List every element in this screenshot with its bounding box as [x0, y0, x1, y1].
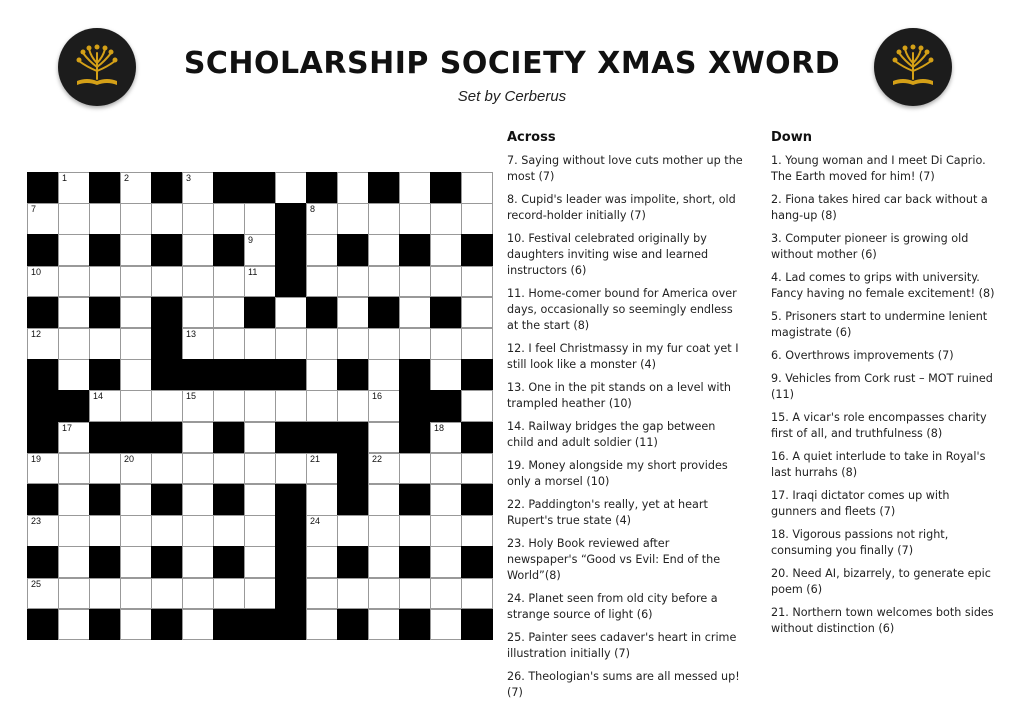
- grid-cell[interactable]: [120, 266, 152, 298]
- grid-cell[interactable]: [368, 515, 400, 547]
- grid-cell[interactable]: [182, 578, 214, 610]
- across-clue: 25. Painter sees cadaver's heart in crime illustration initially (7): [507, 631, 737, 660]
- grid-cell[interactable]: [58, 422, 90, 454]
- grid-block: [399, 422, 431, 454]
- down-clue: 4. Lad comes to grips with university. Fancy having no female excitement! (8): [771, 271, 995, 300]
- grid-cell[interactable]: [399, 328, 431, 360]
- grid-cell[interactable]: [337, 515, 369, 547]
- grid-cell[interactable]: [89, 390, 121, 422]
- clue-number: 1: [62, 173, 68, 183]
- grid-cell[interactable]: [275, 297, 307, 329]
- grid-block: [244, 297, 276, 329]
- grid-block: [399, 609, 431, 641]
- grid-cell[interactable]: [213, 578, 245, 610]
- clue-number: 17: [62, 422, 73, 433]
- grid-cell[interactable]: [430, 515, 462, 547]
- across-heading: Across: [507, 130, 556, 145]
- grid-block: [151, 484, 183, 516]
- grid-block: [89, 172, 121, 204]
- grid-cell[interactable]: [58, 484, 90, 516]
- grid-cell[interactable]: [120, 609, 152, 641]
- grid-cell[interactable]: [58, 609, 90, 641]
- grid-cell[interactable]: [337, 172, 369, 204]
- clue-number: 21: [310, 453, 321, 464]
- across-clue: 24. Planet seen from old city before a strange source of light (6): [507, 592, 718, 621]
- grid-cell[interactable]: [275, 453, 307, 485]
- grid-block: [244, 609, 276, 641]
- grid-block: [430, 297, 462, 329]
- grid-cell[interactable]: [58, 515, 90, 547]
- grid-cell[interactable]: [27, 203, 59, 235]
- grid-cell[interactable]: [306, 328, 338, 360]
- grid-cell[interactable]: [368, 359, 400, 391]
- grid-cell[interactable]: [368, 328, 400, 360]
- clue-number: 15: [186, 391, 197, 402]
- across-clue-list: [507, 153, 743, 701]
- across-clue: 11. Home-comer bound for America over days, occasionally so seemingly endless at the start (8): [507, 287, 737, 332]
- grid-block: [213, 609, 245, 641]
- grid-cell[interactable]: [89, 578, 121, 610]
- grid-block: [151, 359, 183, 391]
- grid-block: [151, 609, 183, 641]
- down-clue: 21. Northern town welcomes both sides without distinction (6): [771, 606, 994, 635]
- grid-cell[interactable]: [399, 515, 431, 547]
- grid-cell[interactable]: [337, 203, 369, 235]
- grid-block: [151, 422, 183, 454]
- grid-cell[interactable]: [213, 515, 245, 547]
- grid-cell[interactable]: [244, 546, 276, 578]
- grid-cell[interactable]: [89, 453, 121, 485]
- grid-cell[interactable]: [275, 390, 307, 422]
- grid-cell[interactable]: [244, 578, 276, 610]
- grid-cell[interactable]: [244, 203, 276, 235]
- grid-cell[interactable]: [27, 578, 59, 610]
- grid-cell[interactable]: [244, 484, 276, 516]
- clue-number: 13: [186, 329, 197, 339]
- grid-cell[interactable]: [151, 578, 183, 610]
- grid-block: [430, 390, 462, 422]
- clue-number: 25: [31, 578, 42, 589]
- grid-cell[interactable]: [182, 453, 214, 485]
- grid-block: [275, 609, 307, 641]
- grid-cell[interactable]: [182, 328, 214, 360]
- down-clue: 18. Vigorous passions not right, consuming you finally (7): [771, 528, 949, 557]
- grid-cell[interactable]: [306, 390, 338, 422]
- grid-block: [27, 484, 59, 516]
- grid-cell[interactable]: [89, 515, 121, 547]
- grid-cell[interactable]: [461, 453, 493, 485]
- grid-block: [368, 172, 400, 204]
- grid-cell[interactable]: [244, 390, 276, 422]
- grid-cell[interactable]: [89, 328, 121, 360]
- grid-cell[interactable]: [275, 172, 307, 204]
- grid-block: [27, 359, 59, 391]
- grid-cell[interactable]: [430, 546, 462, 578]
- clue-number: 23: [31, 516, 42, 527]
- grid-block: [27, 234, 59, 266]
- grid-block: [213, 172, 245, 204]
- down-clue: 3. Computer pioneer is growing old without mother (6): [771, 232, 969, 261]
- across-clue: 14. Railway bridges the gap between child and adult soldier (11): [507, 420, 716, 449]
- grid-cell[interactable]: [89, 266, 121, 298]
- grid-cell[interactable]: [399, 297, 431, 329]
- grid-cell[interactable]: [461, 172, 493, 204]
- across-clues: [507, 130, 743, 708]
- grid-block: [244, 359, 276, 391]
- grid-cell[interactable]: [58, 203, 90, 235]
- grid-cell[interactable]: [58, 234, 90, 266]
- clue-number: 12: [31, 329, 42, 339]
- grid-cell[interactable]: [337, 297, 369, 329]
- grid-cell[interactable]: [368, 609, 400, 641]
- grid-cell[interactable]: [306, 578, 338, 610]
- grid-cell[interactable]: [399, 172, 431, 204]
- grid-cell[interactable]: [430, 609, 462, 641]
- grid-block: [27, 172, 59, 204]
- grid-cell[interactable]: [461, 515, 493, 547]
- across-clue: 26. Theologian's sums are all messed up! (7): [507, 670, 740, 699]
- grid-cell[interactable]: [120, 328, 152, 360]
- grid-cell[interactable]: [27, 266, 59, 298]
- grid-block: [306, 422, 338, 454]
- grid-block: [337, 609, 369, 641]
- grid-block: [275, 359, 307, 391]
- grid-cell[interactable]: [337, 390, 369, 422]
- grid-block: [306, 297, 338, 329]
- grid-cell[interactable]: [430, 484, 462, 516]
- grid-block: [213, 359, 245, 391]
- across-clue: 7. Saying without love cuts mother up the most (7): [507, 154, 743, 183]
- clue-number: 19: [31, 453, 42, 464]
- down-clue: 15. A vicar's role encompasses charity first of all, and truthfulness (8): [771, 411, 987, 440]
- grid-cell[interactable]: [58, 578, 90, 610]
- grid-cell[interactable]: [430, 578, 462, 610]
- grid-block: [461, 546, 493, 578]
- grid-cell[interactable]: [306, 546, 338, 578]
- grid-cell[interactable]: [461, 266, 493, 298]
- grid-cell[interactable]: [213, 328, 245, 360]
- grid-block: [337, 546, 369, 578]
- grid-cell[interactable]: [306, 484, 338, 516]
- grid-block: [89, 359, 121, 391]
- grid-cell[interactable]: [399, 578, 431, 610]
- grid-block: [399, 234, 431, 266]
- grid-cell[interactable]: [58, 359, 90, 391]
- grid-cell[interactable]: [151, 203, 183, 235]
- grid-block: [213, 546, 245, 578]
- clue-number: 10: [31, 266, 42, 277]
- grid-block: [399, 484, 431, 516]
- grid-cell[interactable]: [306, 515, 338, 547]
- grid-block: [461, 422, 493, 454]
- grid-cell[interactable]: [337, 328, 369, 360]
- grid-cell[interactable]: [368, 546, 400, 578]
- grid-cell[interactable]: [368, 234, 400, 266]
- grid-block: [151, 172, 183, 204]
- grid-cell[interactable]: [306, 453, 338, 485]
- grid-cell[interactable]: [461, 328, 493, 360]
- grid-cell[interactable]: [120, 203, 152, 235]
- grid-block: [461, 359, 493, 391]
- clue-number: 18: [434, 422, 445, 433]
- grid-cell[interactable]: [120, 172, 152, 204]
- grid-cell[interactable]: [120, 234, 152, 266]
- clue-number: 3: [186, 173, 192, 183]
- grid-cell[interactable]: [27, 328, 59, 360]
- grid-block: [275, 484, 307, 516]
- grid-block: [368, 297, 400, 329]
- grid-cell[interactable]: [151, 390, 183, 422]
- down-clue: 9. Vehicles from Cork rust – MOT ruined (11): [771, 372, 993, 401]
- grid-cell[interactable]: [27, 453, 59, 485]
- grid-block: [151, 297, 183, 329]
- grid-cell[interactable]: [461, 297, 493, 329]
- grid-block: [337, 453, 369, 485]
- grid-cell[interactable]: [213, 453, 245, 485]
- grid-block: [27, 609, 59, 641]
- grid-block: [461, 234, 493, 266]
- down-clue: 1. Young woman and I meet Di Caprio. The Earth moved for him! (7): [771, 154, 986, 183]
- grid-cell[interactable]: [58, 328, 90, 360]
- grid-cell[interactable]: [213, 297, 245, 329]
- clue-number: 11: [248, 266, 258, 277]
- clue-number: 2: [124, 173, 130, 183]
- grid-cell[interactable]: [182, 297, 214, 329]
- grid-cell[interactable]: [306, 266, 338, 298]
- grid-block: [120, 422, 152, 454]
- grid-block: [337, 359, 369, 391]
- down-clue: 17. Iraqi dictator comes up with gunners and fleets (7): [771, 489, 950, 518]
- grid-cell[interactable]: [368, 578, 400, 610]
- grid-cell[interactable]: [58, 297, 90, 329]
- grid-cell[interactable]: [213, 390, 245, 422]
- grid-cell[interactable]: [337, 578, 369, 610]
- grid-block: [275, 578, 307, 610]
- grid-cell[interactable]: [120, 297, 152, 329]
- grid-block: [213, 234, 245, 266]
- down-clue: 16. A quiet interlude to take in Royal's last hurrahs (8): [771, 450, 986, 479]
- grid-cell[interactable]: [461, 390, 493, 422]
- grid-cell[interactable]: [27, 515, 59, 547]
- grid-block: [89, 297, 121, 329]
- grid-cell[interactable]: [182, 234, 214, 266]
- grid-block: [399, 390, 431, 422]
- grid-block: [151, 234, 183, 266]
- grid-cell[interactable]: [430, 422, 462, 454]
- grid-block: [461, 609, 493, 641]
- grid-cell[interactable]: [213, 266, 245, 298]
- grid-cell[interactable]: [399, 203, 431, 235]
- across-clue: 23. Holy Book reviewed after newspaper's “Good vs Evil: End of the World”(8): [507, 537, 721, 582]
- grid-cell[interactable]: [244, 328, 276, 360]
- grid-cell[interactable]: [244, 515, 276, 547]
- clue-number: 14: [93, 391, 104, 402]
- grid-cell[interactable]: [151, 453, 183, 485]
- grid-block: [275, 203, 307, 235]
- grid-block: [275, 515, 307, 547]
- grid-cell[interactable]: [182, 203, 214, 235]
- clue-number: 8: [310, 204, 316, 215]
- down-heading: Down: [771, 130, 812, 145]
- grid-cell[interactable]: [461, 578, 493, 610]
- grid-cell[interactable]: [337, 266, 369, 298]
- grid-cell[interactable]: [244, 266, 276, 298]
- grid-block: [89, 609, 121, 641]
- down-clue-list: [771, 153, 995, 637]
- grid-cell[interactable]: [306, 234, 338, 266]
- grid-block: [151, 546, 183, 578]
- grid-block: [275, 234, 307, 266]
- grid-cell[interactable]: [58, 453, 90, 485]
- down-clues: [771, 130, 995, 644]
- grid-block: [89, 234, 121, 266]
- grid-cell[interactable]: [430, 203, 462, 235]
- grid-cell[interactable]: [120, 484, 152, 516]
- clue-number: 24: [310, 516, 321, 527]
- page-title: SCHOLARSHIP SOCIETY XMAS XWORD: [183, 46, 841, 81]
- grid-cell[interactable]: [368, 203, 400, 235]
- across-clue: 22. Paddington's really, yet at heart Rupert's true state (4): [507, 498, 708, 527]
- grid-cell[interactable]: [58, 266, 90, 298]
- grid-cell[interactable]: [182, 609, 214, 641]
- grid-block: [275, 422, 307, 454]
- across-clue: 13. One in the pit stands on a level with trampled heather (10): [507, 381, 731, 410]
- grid-cell[interactable]: [182, 515, 214, 547]
- grid-cell[interactable]: [306, 609, 338, 641]
- grid-cell[interactable]: [120, 359, 152, 391]
- across-clue: 8. Cupid's leader was impolite, short, old record-holder initially (7): [507, 193, 736, 222]
- grid-cell[interactable]: [151, 515, 183, 547]
- grid-block: [213, 484, 245, 516]
- grid-block: [27, 422, 59, 454]
- grid-block: [89, 422, 121, 454]
- grid-cell[interactable]: [244, 422, 276, 454]
- grid-block: [399, 359, 431, 391]
- grid-block: [399, 546, 431, 578]
- grid-cell[interactable]: [58, 172, 90, 204]
- crossword-grid: [27, 172, 492, 640]
- grid-block: [213, 422, 245, 454]
- grid-cell[interactable]: [120, 546, 152, 578]
- grid-block: [182, 359, 214, 391]
- grid-block: [58, 390, 90, 422]
- grid-cell[interactable]: [399, 453, 431, 485]
- grid-cell[interactable]: [120, 390, 152, 422]
- grid-cell[interactable]: [461, 203, 493, 235]
- grid-cell[interactable]: [430, 266, 462, 298]
- grid-cell[interactable]: [182, 172, 214, 204]
- grid-block: [337, 234, 369, 266]
- grid-cell[interactable]: [275, 328, 307, 360]
- grid-cell[interactable]: [151, 266, 183, 298]
- grid-cell[interactable]: [182, 390, 214, 422]
- across-clue: 19. Money alongside my short provides only a morsel (10): [507, 459, 728, 488]
- grid-cell[interactable]: [368, 422, 400, 454]
- grid-cell[interactable]: [244, 234, 276, 266]
- grid-block: [27, 297, 59, 329]
- grid-block: [430, 172, 462, 204]
- grid-block: [275, 266, 307, 298]
- grid-cell[interactable]: [182, 484, 214, 516]
- grid-cell[interactable]: [368, 453, 400, 485]
- down-clue: 5. Prisoners start to undermine lenient magistrate (6): [771, 310, 988, 339]
- grid-cell[interactable]: [368, 266, 400, 298]
- grid-block: [151, 328, 183, 360]
- grid-cell[interactable]: [89, 203, 121, 235]
- down-clue: 6. Overthrows improvements (7): [771, 349, 954, 362]
- grid-cell[interactable]: [368, 390, 400, 422]
- grid-cell[interactable]: [399, 266, 431, 298]
- grid-cell[interactable]: [182, 546, 214, 578]
- grid-block: [337, 422, 369, 454]
- grid-cell[interactable]: [182, 422, 214, 454]
- across-clue: 10. Festival celebrated originally by daughters inviting wise and learned instructors (6): [507, 232, 709, 277]
- grid-cell[interactable]: [368, 484, 400, 516]
- clue-number: 22: [372, 453, 383, 464]
- grid-block: [89, 546, 121, 578]
- grid-block: [27, 390, 59, 422]
- down-clue: 2. Fiona takes hired car back without a hang-up (8): [771, 193, 988, 222]
- grid-block: [337, 484, 369, 516]
- grid-cell[interactable]: [430, 359, 462, 391]
- grid-block: [27, 546, 59, 578]
- grid-cell[interactable]: [244, 453, 276, 485]
- grid-block: [244, 172, 276, 204]
- grid-cell[interactable]: [430, 453, 462, 485]
- grid-block: [275, 546, 307, 578]
- grid-cell[interactable]: [213, 203, 245, 235]
- clue-number: 9: [248, 235, 254, 246]
- grid-cell[interactable]: [120, 453, 152, 485]
- grid-cell[interactable]: [120, 515, 152, 547]
- grid-cell[interactable]: [306, 359, 338, 391]
- grid-block: [461, 484, 493, 516]
- clue-number: 7: [31, 204, 37, 215]
- grid-cell[interactable]: [430, 328, 462, 360]
- clue-number: 16: [372, 391, 383, 402]
- grid-block: [306, 172, 338, 204]
- clue-number: 20: [124, 453, 135, 464]
- setter-credit: Set by Cerberus: [457, 88, 567, 105]
- down-clue: 20. Need AI, bizarrely, to generate epic poem (6): [771, 567, 991, 596]
- grid-cell[interactable]: [430, 234, 462, 266]
- grid-cell[interactable]: [58, 546, 90, 578]
- grid-block: [89, 484, 121, 516]
- across-clue: 12. I feel Christmassy in my fur coat yet I still look like a monster (4): [507, 342, 739, 371]
- grid-cell[interactable]: [120, 578, 152, 610]
- grid-cell[interactable]: [182, 266, 214, 298]
- grid-cell[interactable]: [306, 203, 338, 235]
